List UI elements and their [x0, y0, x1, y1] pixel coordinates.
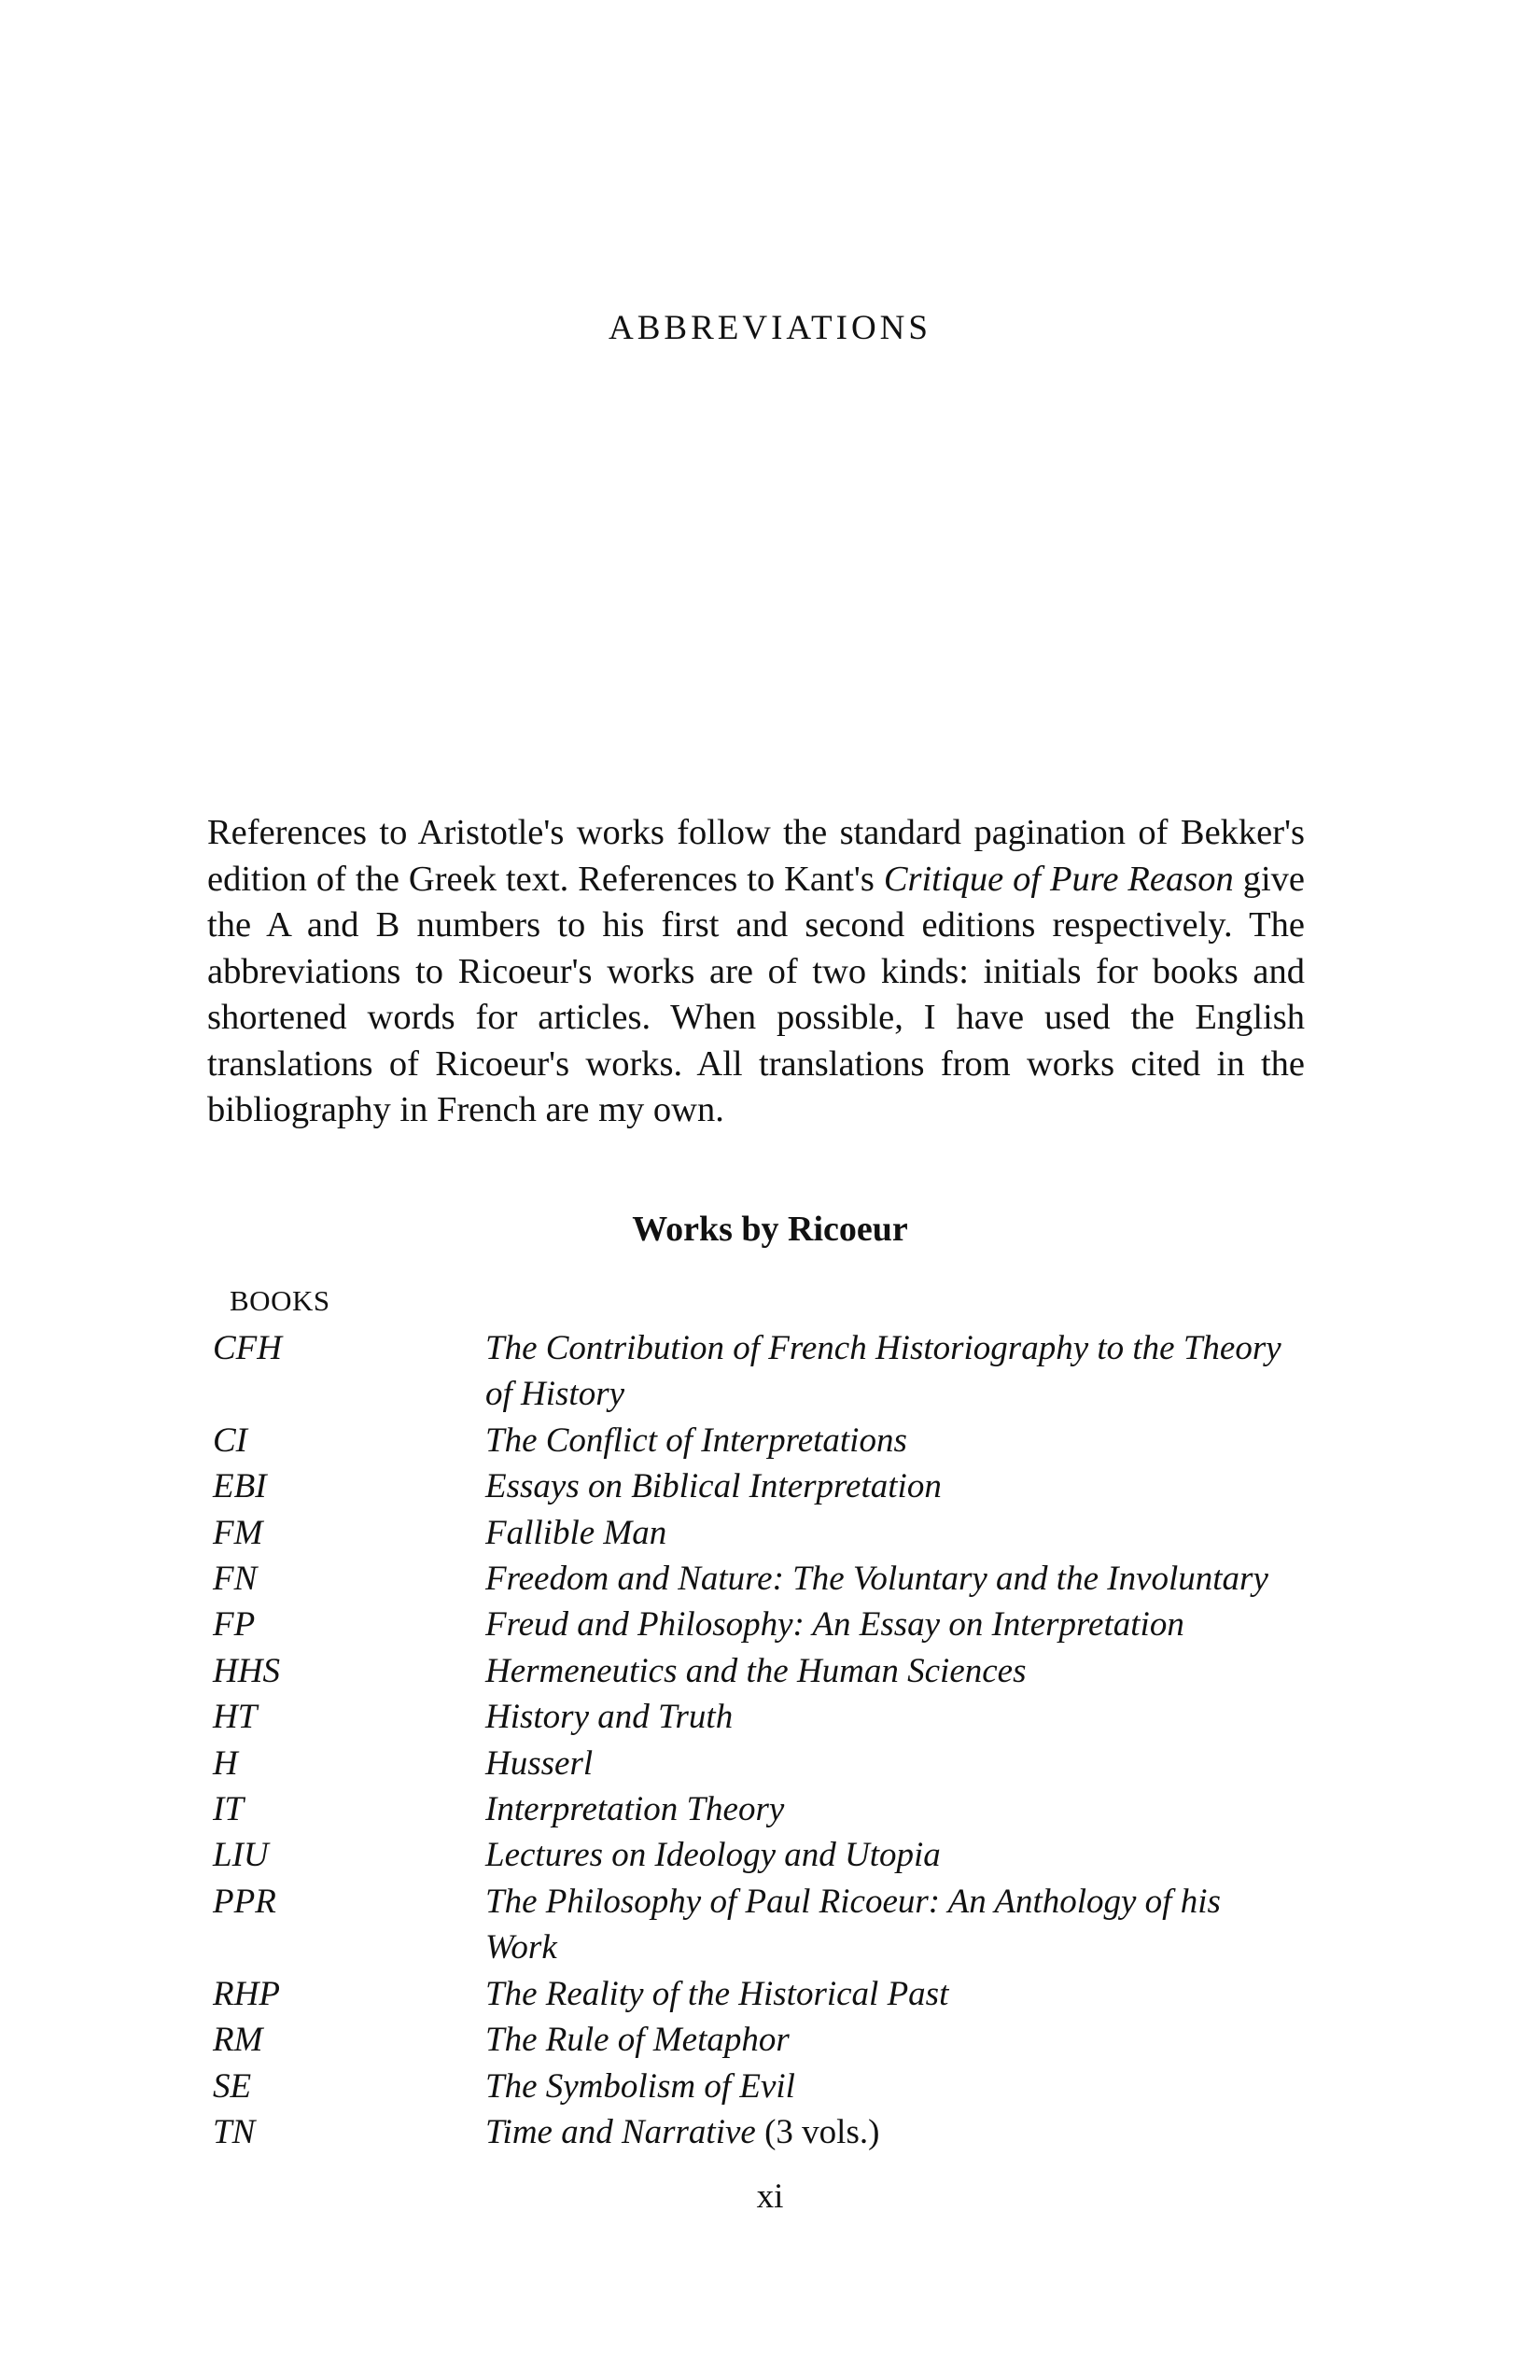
work-title: Freedom and Nature: The Voluntary and the Involuntary: [485, 1560, 1268, 1599]
list-item: [213, 2064, 1305, 2109]
abbreviation-code: RHP: [213, 1974, 280, 2013]
abbreviation-code: SE: [213, 2066, 252, 2106]
page-title: ABBREVIATIONS: [609, 309, 931, 347]
abbreviation-code: RM: [213, 2021, 263, 2060]
work-title: Lectures on Ideology and Utopia: [485, 1836, 941, 1875]
abbreviation-code: HT: [213, 1698, 258, 1737]
work-title: History and Truth: [485, 1698, 734, 1737]
list-item: [213, 1325, 1305, 1418]
abbreviation-code: CI: [213, 1421, 247, 1460]
abbreviation-code: FN: [213, 1560, 258, 1599]
work-title: Essays on Biblical Interpretation: [485, 1467, 942, 1506]
abbreviation-code: CFH: [213, 1329, 282, 1367]
list-item: [213, 1648, 1305, 1694]
intro-text-part-1: References to Aristotle's works follow the standard pagination of Bekker's edition of the Greek text. References to Kant's: [207, 813, 1305, 899]
list-item: [213, 1556, 1305, 1602]
intro-text-part-2: give the A and B numbers to his first and second editions respectively. The abbreviations to Ricoeur's works are of two kinds: initials for books and shortened words for articles. When possible, I have used the English translations of Ricoeur's works. All translations from works cited in the bibliography in French are my own.: [207, 859, 1305, 1129]
work-title: Interpretation Theory: [485, 1790, 785, 1829]
work-title: The Symbolism of Evil: [485, 2066, 795, 2106]
work-title: The Rule of Metaphor: [485, 2021, 790, 2060]
list-item: [213, 1741, 1305, 1786]
work-title: The Contribution of French Historiography to the Theory of History: [485, 1329, 1281, 1414]
abbreviation-code: EBI: [213, 1467, 267, 1506]
list-item: [213, 1971, 1305, 2017]
abbreviation-code: IT: [213, 1790, 244, 1829]
abbreviation-list: [213, 1325, 1305, 2155]
list-item: [213, 1602, 1305, 1647]
list-item: [213, 1832, 1305, 1878]
abbreviation-code: TN: [213, 2112, 256, 2151]
work-title: The Conflict of Interpretations: [485, 1421, 907, 1460]
list-item: [213, 1786, 1305, 1832]
list-item: [213, 1694, 1305, 1740]
abbreviation-code: PPR: [213, 1882, 276, 1921]
abbreviation-code: H: [213, 1743, 238, 1783]
work-title: Husserl: [485, 1743, 594, 1783]
work-title: Fallible Man: [485, 1513, 667, 1552]
list-item: [213, 1463, 1305, 1509]
abbreviation-code: LIU: [213, 1836, 269, 1875]
list-item: [213, 1879, 1305, 1971]
list-item: [213, 2017, 1305, 2063]
list-item: [213, 1418, 1305, 1463]
list-item: [213, 1510, 1305, 1556]
work-title: Time and Narrative (3 vols.): [485, 2112, 880, 2151]
work-title: The Philosophy of Paul Ricoeur: An Anthology of his Work: [485, 1882, 1221, 1967]
work-title: The Reality of the Historical Past: [485, 1974, 949, 2013]
intro-paragraph: [207, 810, 1305, 1134]
abbreviation-code: HHS: [213, 1651, 280, 1690]
abbreviation-code: FM: [213, 1513, 263, 1552]
section-heading: Works by Ricoeur: [632, 1210, 908, 1249]
intro-italic-title: Critique of Pure Reason: [883, 859, 1234, 899]
work-title: Hermeneutics and the Human Sciences: [485, 1651, 1027, 1690]
work-title: Freud and Philosophy: An Essay on Interpretation: [485, 1605, 1184, 1645]
list-item: [213, 2109, 1305, 2155]
abbreviation-code: FP: [213, 1605, 256, 1645]
books-label: BOOKS: [230, 1284, 330, 1317]
page-number: xi: [756, 2177, 784, 2216]
